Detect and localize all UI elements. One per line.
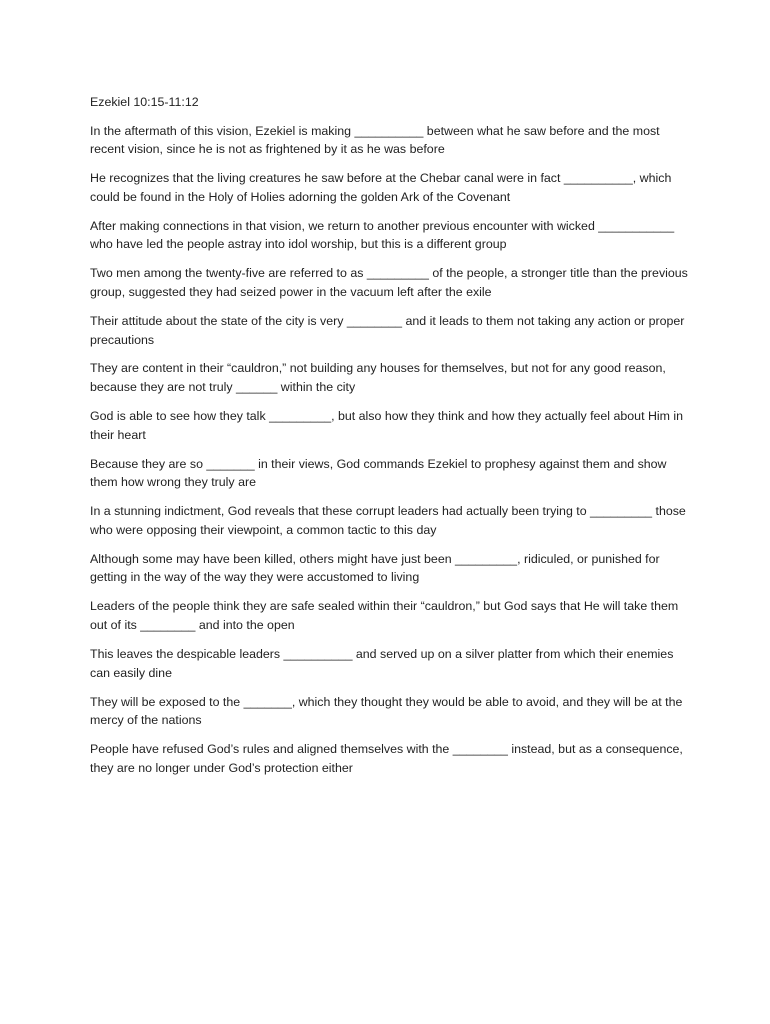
paragraph-13: They will be exposed to the _______, which they thought they would be able to avoid, and they will be at the mercy of the nations — [90, 694, 683, 728]
document-page — [90, 93, 690, 788]
page-title: Ezekiel 10:15-11:12 — [90, 95, 199, 109]
paragraph-5: Their attitude about the state of the city is very ________ and it leads to them not taking any action or proper precautions — [90, 313, 685, 347]
paragraph-11: Leaders of the people think they are safe sealed within their “cauldron,” but God says that He will take them out of its ________ and into the open — [90, 599, 679, 632]
paragraph-12: This leaves the despicable leaders __________ and served up on a silver platter from which their enemies can easily dine — [90, 646, 674, 680]
paragraph-14: People have refused God’s rules and aligned themselves with the ________ instead, but as a consequence, they are no longer under God’s protection either — [90, 742, 683, 775]
paragraph-3: After making connections in that vision, we return to another previous encounter with wicked ___________ who have led the people astray into idol worship, but this is a different group — [90, 218, 675, 252]
paragraph-10: Although some may have been killed, others might have just been _________, ridiculed, or punished for getting in the way of the way they were accustomed to living — [90, 551, 660, 585]
paragraph-8: Because they are so _______ in their views, God commands Ezekiel to prophesy against them and show them how wrong they truly are — [90, 456, 667, 490]
paragraph-7: God is able to see how they talk _________, but also how they think and how they actually feel about Him in their heart — [90, 409, 684, 442]
paragraph-6: They are content in their “cauldron,” not building any houses for themselves, but not for any good reason, because they are not truly ______ within the city — [90, 361, 666, 395]
paragraph-9: In a stunning indictment, God reveals that these corrupt leaders had actually been trying to _________ those who were opposing their viewpoint, a common tactic to this day — [90, 504, 686, 537]
paragraph-1: In the aftermath of this vision, Ezekiel is making __________ between what he saw before and the most recent vision, since he is not as frightened by it as he was before — [90, 123, 660, 157]
paragraph-4: Two men among the twenty-five are referred to as _________ of the people, a stronger title than the previous group, suggested they had seized power in the vacuum left after the exile — [90, 266, 688, 299]
paragraph-2: He recognizes that the living creatures he saw before at the Chebar canal were in fact __________, which could be found in the Holy of Holies adorning the golden Ark of the Covenant — [90, 171, 672, 204]
